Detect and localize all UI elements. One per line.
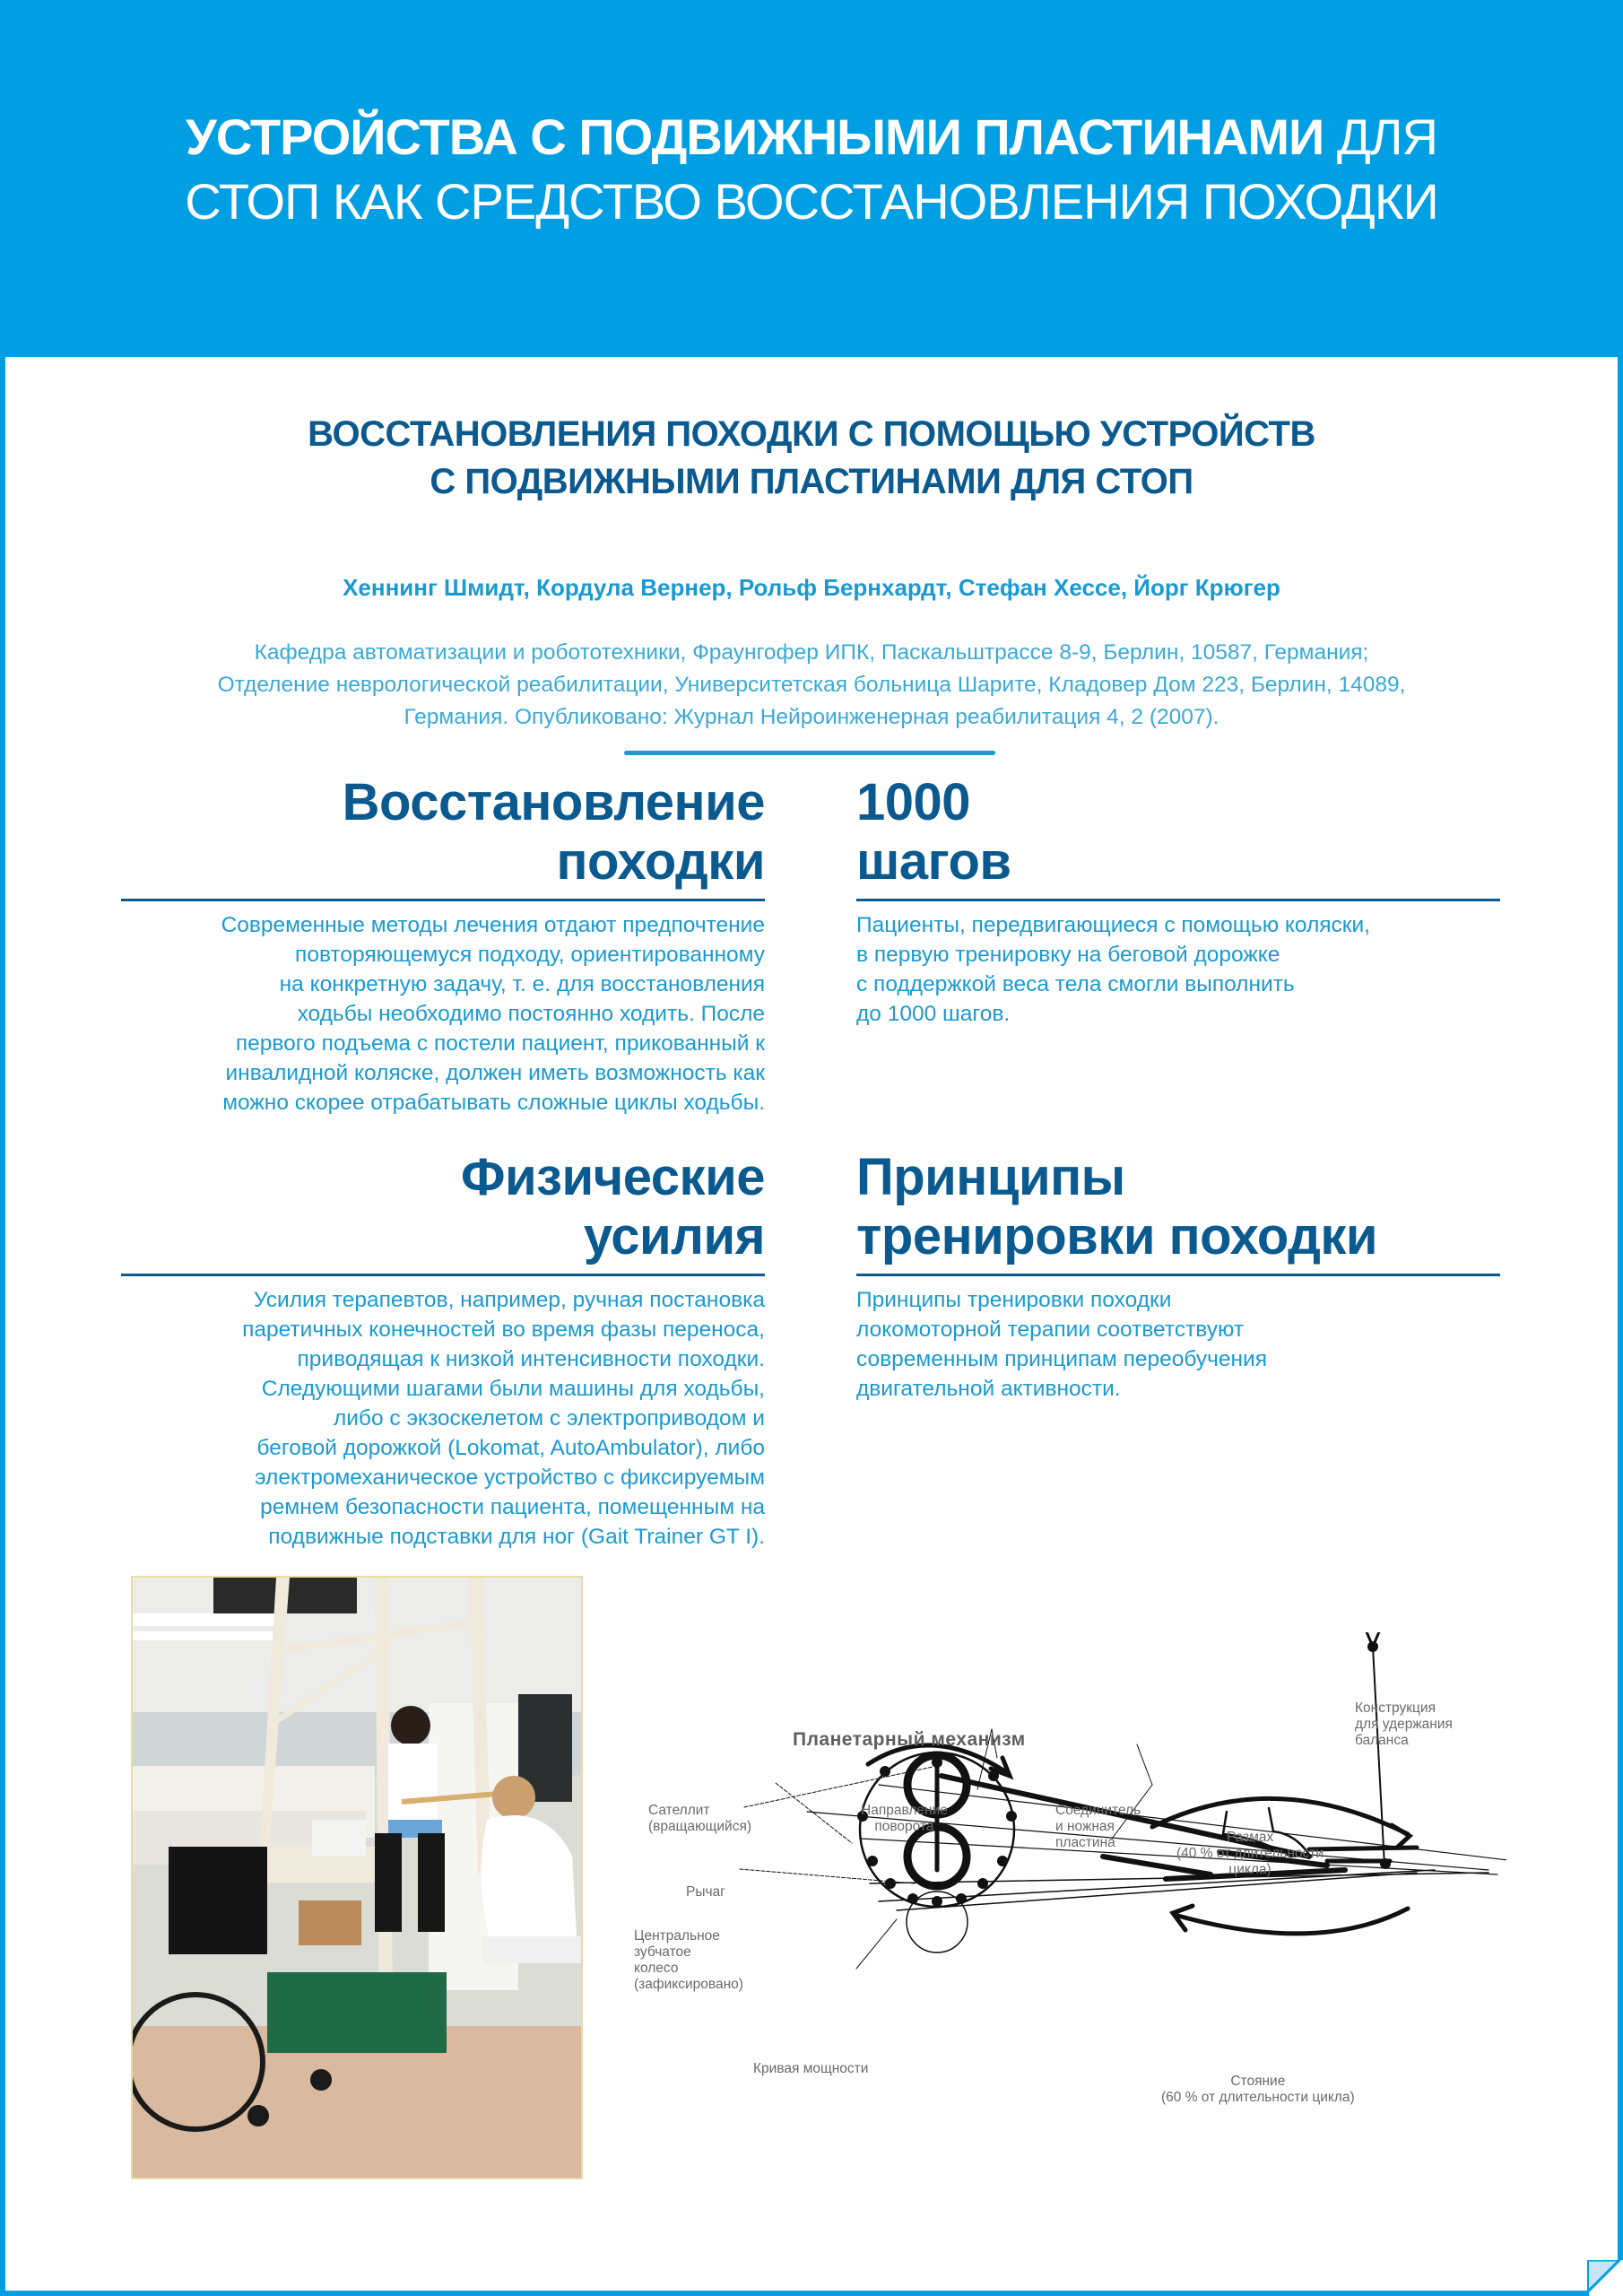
- label-line: зубчатое: [634, 1944, 691, 1960]
- label-satellite: [648, 1803, 751, 1835]
- body-line: двигательной активности.: [856, 1377, 1121, 1401]
- label-line: Соединитель: [1055, 1803, 1141, 1818]
- label-line: Стояние: [1230, 2074, 1286, 2089]
- body-line: повторяющемуся подходу, ориентированному: [295, 943, 765, 967]
- label-line: поворота: [874, 1819, 934, 1834]
- body-line: либо с экзоскелетом с электроприводом и: [333, 1406, 765, 1431]
- label-line: колесо: [634, 1961, 679, 1976]
- photo-illustration: [133, 1578, 581, 2178]
- heading-line: усилия: [583, 1207, 765, 1265]
- label-rotation-direction: [861, 1803, 948, 1835]
- heading-line: Принципы: [856, 1148, 1125, 1206]
- page-title-bold: УСТРОЙСТВА С ПОДВИЖНЫМИ ПЛАСТИНАМИ: [186, 109, 1324, 165]
- label-line: (зафиксировано): [634, 1977, 743, 1992]
- label-swing: [1176, 1830, 1324, 1878]
- label-line: баланса: [1355, 1733, 1409, 1748]
- section-heading: [856, 773, 1500, 891]
- section-heading: [856, 1148, 1500, 1266]
- section-body: [121, 910, 765, 1118]
- heading-rule: [856, 899, 1500, 901]
- body-line: инвалидной коляске, должен иметь возможность как: [225, 1061, 765, 1085]
- body-line: с поддержкой веса тела смогли выполнить: [856, 972, 1295, 996]
- label-line: для удержания: [1355, 1717, 1453, 1732]
- heading-line: походки: [556, 832, 765, 891]
- label-line: Конструкция: [1355, 1700, 1436, 1716]
- section-body: [856, 910, 1500, 1029]
- body-line: локомоторной терапии соответствуют: [856, 1318, 1245, 1342]
- label-power-curve: Кривая мощности: [753, 2061, 869, 2076]
- section-divider: [624, 751, 995, 755]
- body-line: Следующими шагами были машины для ходьбы,: [261, 1377, 765, 1401]
- section-heading: [121, 1148, 765, 1266]
- diagram-title: Планетарный механизм: [793, 1729, 1026, 1750]
- affiliation-line: Отделение неврологической реабилитации, Университетская больница Шарите, Кладовер Дом 223, Берлин, 14089,: [217, 673, 1406, 697]
- planetary-mechanism-diagram: [628, 1632, 1506, 2135]
- body-line: Современные методы лечения отдают предпочтение: [221, 913, 765, 937]
- affiliation-line: Кафедра автоматизации и робототехники, Фраунгофер ИПК, Паскальштрассе 8-9, Берлин, 10587, Германия;: [254, 640, 1369, 665]
- stance-arrow: [1175, 1909, 1408, 1934]
- body-line: первого подъема с постели пациент, прикованный к: [235, 1031, 765, 1056]
- body-line: Усилия терапевтов, например, ручная постановка: [253, 1288, 765, 1312]
- label-connector-footplate: [1055, 1803, 1141, 1851]
- page-fold-corner-icon: [1587, 2260, 1623, 2296]
- body-line: ходьбы необходимо постоянно ходить. После: [297, 1002, 765, 1026]
- body-line: приводящая к низкой интенсивности походки.: [297, 1347, 765, 1371]
- section-heading: [121, 773, 765, 891]
- page-title-line-2: СТОП КАК СРЕДСТВО ВОССТАНОВЛЕНИЯ ПОХОДКИ: [185, 173, 1438, 230]
- section-gait-recovery: [121, 773, 765, 1118]
- label-balance-structure: [1355, 1700, 1453, 1749]
- body-line: современным принципам переобучения: [856, 1347, 1267, 1371]
- label-line: Размах: [1226, 1830, 1274, 1845]
- heading-line: шагов: [856, 832, 1011, 891]
- label-stance: [1161, 2074, 1355, 2106]
- heading-rule: [121, 899, 765, 901]
- body-line: ремнем безопасности пациента, помещенным на: [260, 1495, 765, 1519]
- heading-rule: [121, 1274, 765, 1276]
- section-physical-effort: [121, 1148, 765, 1552]
- article-subtitle-line-2: С ПОДВИЖНЫМИ ПЛАСТИНАМИ ДЛЯ СТОП: [430, 462, 1193, 501]
- heading-line: тренировки походки: [856, 1207, 1378, 1265]
- body-line: беговой дорожкой (Lokomat, AutoAmbulator), либо: [256, 1436, 765, 1460]
- page-title-light: ДЛЯ: [1336, 109, 1437, 165]
- label-line: (40 % от длительности: [1176, 1846, 1324, 1861]
- page-title-line-1: [0, 108, 1623, 166]
- label-line: Центральное: [634, 1928, 720, 1944]
- label-line: (60 % от длительности цикла): [1161, 2090, 1355, 2105]
- affiliation: [99, 637, 1524, 734]
- label-line: и ножная: [1055, 1819, 1115, 1834]
- body-line: на конкретную задачу, т. е. для восстановления: [279, 972, 765, 996]
- label-lever: Рычаг: [686, 1884, 725, 1900]
- section-training-principles: [856, 1148, 1500, 1404]
- body-line: можно скорее отрабатывать сложные циклы ходьбы.: [222, 1091, 765, 1115]
- label-line: Сателлит: [648, 1803, 710, 1818]
- heading-line: 1000: [856, 773, 971, 831]
- heading-line: Физические: [460, 1148, 765, 1206]
- label-line: пластина: [1055, 1835, 1115, 1850]
- body-line: Принципы тренировки походки: [856, 1288, 1172, 1312]
- gait-trainer-photo: [131, 1576, 583, 2179]
- section-body: [856, 1285, 1500, 1404]
- body-line: электромеханическое устройство с фиксируемым: [255, 1465, 765, 1490]
- label-line: цикла): [1228, 1862, 1271, 1877]
- heading-rule: [856, 1274, 1500, 1276]
- body-line: Пациенты, передвигающиеся с помощью коляски,: [856, 913, 1370, 937]
- body-line: в первую тренировку на беговой дорожке: [856, 943, 1280, 967]
- label-central-gear: [634, 1928, 743, 1993]
- section-body: [121, 1285, 765, 1552]
- body-line: подвижные подставки для ног (Gait Trainer GT I).: [268, 1525, 765, 1549]
- article-subtitle-line-1: ВОССТАНОВЛЕНИЯ ПОХОДКИ С ПОМОЩЬЮ УСТРОЙСТВ: [308, 414, 1315, 454]
- affiliation-line: Германия. Опубликовано: Журнал Нейроинженерная реабилитация 4, 2 (2007).: [404, 705, 1219, 729]
- page-header: [0, 0, 1623, 357]
- label-line: Направление: [861, 1803, 948, 1818]
- body-line: паретичных конечностей во время фазы переноса,: [242, 1318, 765, 1342]
- section-1000-steps: [856, 773, 1500, 1029]
- label-line: (вращающийся): [648, 1819, 752, 1834]
- authors: Хеннинг Шмидт, Кордула Вернер, Рольф Бернхардт, Стефан Хессе, Йорг Крюгер: [343, 574, 1280, 601]
- body-line: до 1000 шагов.: [856, 1002, 1011, 1026]
- heading-line: Восстановление: [342, 773, 765, 831]
